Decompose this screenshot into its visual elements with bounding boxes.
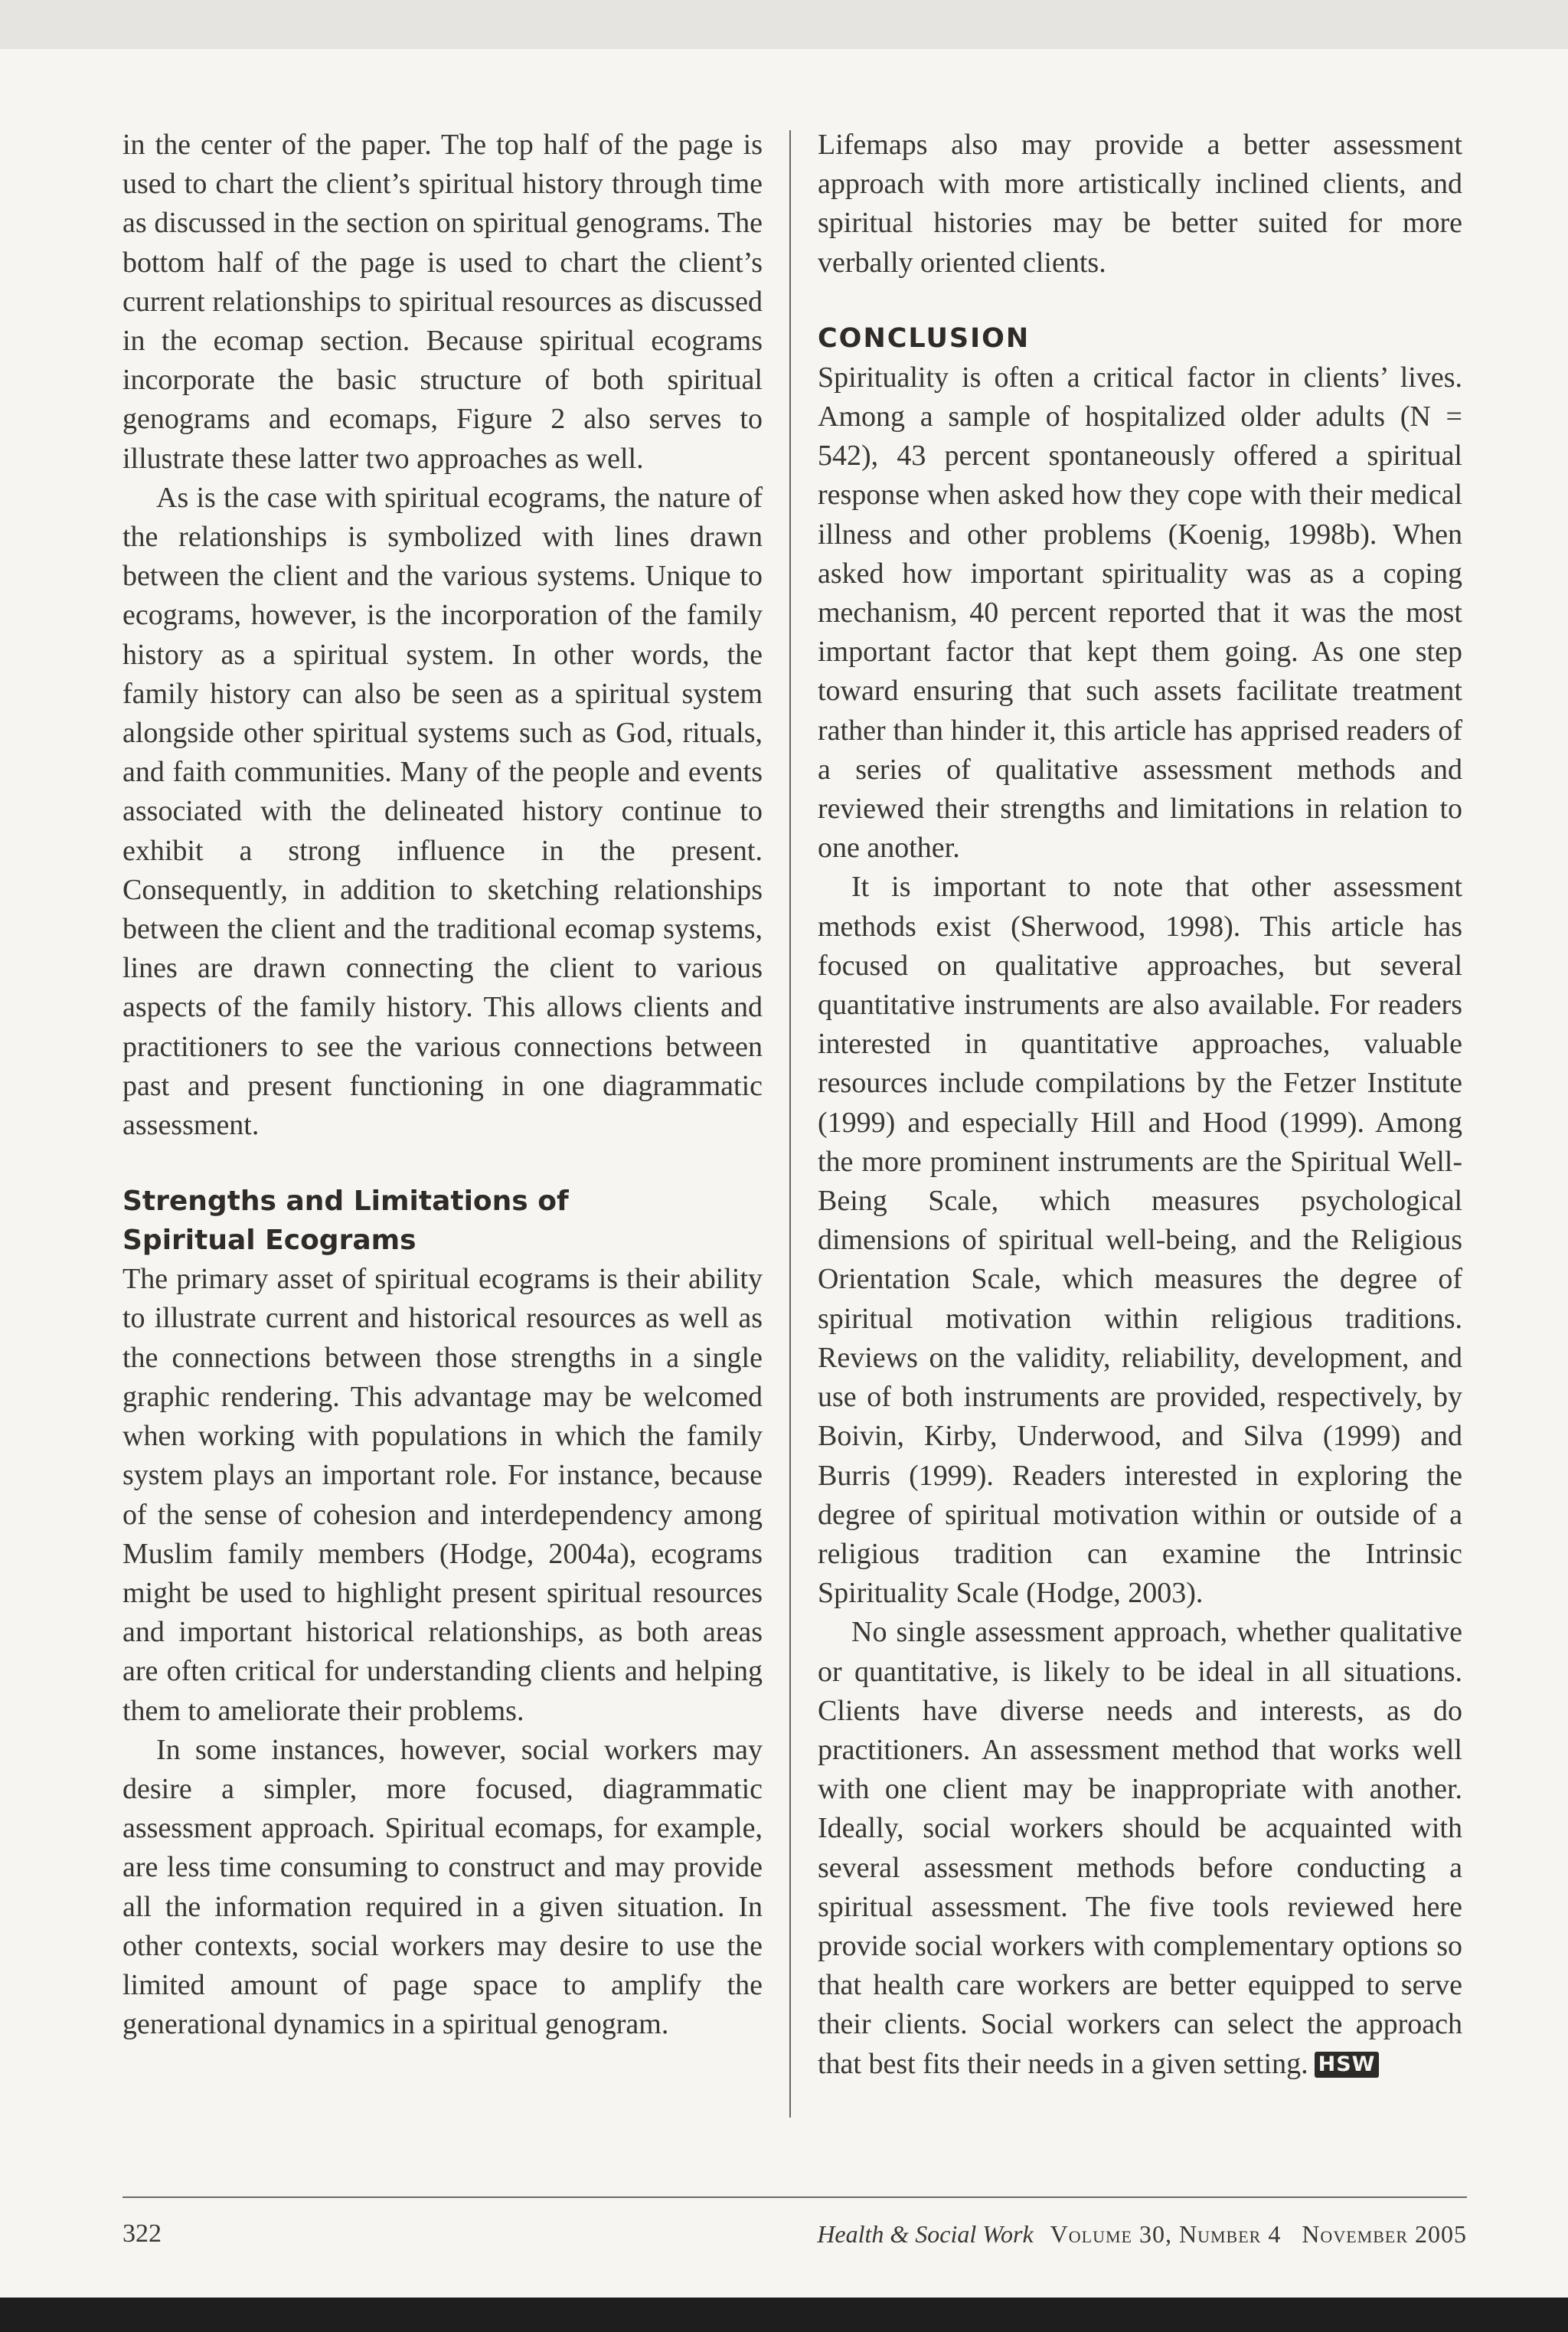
paragraph-ecogram-layout: in the center of the paper. The top half of the page is used to chart the client’s spiritual history through time as discussed in the section on spiritual genograms. The bottom half of the page is used to chart the client’s current relationships to spiritual resources as discussed in the ecomap section. Because spiritual ecograms incorporate the basic structure of both spiritual genograms and ecomaps, Figure 2 also serves to illustrate these latter two approaches as well.	[122, 129, 763, 475]
paragraph-spirituality-factor: Spirituality is often a critical factor in clients’ lives. Among a sample of hospitalized older adults (N = 542), 43 percent spontaneously offered a spiritual response when asked how they cope with their medical illness and other problems (Koenig, 1998b). When asked how important spirituality was as a coping mechanism, 40 percent reported that it was the most important factor that kept them going. As one step toward ensuring that such assets facilitate treatment rather than hinder it, this article has apprised readers of a series of qualitative assessment methods and reviewed their strengths and limitations in relation to one another.	[818, 361, 1462, 865]
paragraph-other-methods: It is important to note that other assessment methods exist (Sherwood, 1998). This article has focused on qualitative approaches, but several quantitative instruments are also available. For readers interested in quantitative approaches, valuable resources include compilations by the Fetzer Institute (1999) and especially Hill and Hood (1999). Among the more prominent instruments are the Spiritual Well-Being Scale, which measures psychological dimensions of spiritual well-being, and the Religious Orientation Scale, which measures the degree of spiritual motivation within religious traditions. Reviews on the validity, reliability, development, and use of both instruments are provided, respectively, by Boivin, Kirby, Underwood, and Silva (1999) and Burris (1999). Readers interested in exploring the degree of spiritual motivation within or outside of a religious tradition can examine the Intrinsic Spirituality Scale (Hodge, 2003).	[818, 871, 1462, 1610]
scan-bottom-edge	[0, 2298, 1568, 2332]
paragraph-no-single-approach	[818, 1613, 1462, 2083]
running-footer	[817, 2215, 1467, 2253]
right-column	[818, 126, 1462, 2084]
paragraph-relationships: As is the case with spiritual ecograms, the nature of the relationships is symbolized with lines drawn between the client and the various systems. Unique to ecograms, however, is the incorporation of the family history as a spiritual system. In other words, the family history can also be seen as a spiritual system alongside other spiritual systems such as God, rituals, and faith communities. Many of the people and events associated with the delineated history continue to exhibit a strong influence in the present. Consequently, in addition to sketching relationships between the client and the traditional ecomap systems, lines are drawn connecting the client to various aspects of the family history. This allows clients and practitioners to see the various connections between past and present functioning in one diagrammatic assessment.	[122, 481, 763, 1142]
hsw-end-mark: HSW	[1315, 2052, 1380, 2078]
left-column	[122, 126, 763, 2044]
footer-rule	[122, 2196, 1467, 2198]
paragraph-lifemaps: Lifemaps also may provide a better assessment approach with more artistically inclined clients, and spiritual histories may be better suited for more verbally oriented clients.	[818, 129, 1462, 279]
column-divider	[789, 130, 791, 2118]
heading-line-1: Strengths and Limitations of	[122, 1186, 569, 1218]
heading-line-2: Spiritual Ecograms	[122, 1225, 416, 1257]
scan-top-margin	[0, 0, 1568, 49]
journal-title: Health & Social Work	[817, 2220, 1034, 2248]
section-heading-conclusion: CONCLUSION	[818, 322, 1031, 354]
issue-info: Volume 30, Number 4 November 2005	[1050, 2220, 1467, 2248]
paragraph-simpler-approach: In some instances, however, social workers may desire a simpler, more focused, diagrammatic assessment approach. Spiritual ecomaps, for example, are less time consuming to construct and may provide all the information required in a given situation. In other contexts, social workers may desire to use the limited amount of page space to amplify the generational dynamics in a spiritual genogram.	[122, 1733, 763, 2041]
page-number: 322	[122, 2219, 162, 2248]
closing-text: No single assessment approach, whether qualitative or quantitative, is likely to be ideal in all situations. Clients have diverse needs and interests, as do practitioners. An assessment method that works well with one client may be inappropriate with another. Ideally, social workers should be acquainted with several assessment methods before conducting a spiritual assessment. The five tools reviewed here provide social workers with complementary options so that health care workers are better equipped to serve their clients. Social workers can select the approach that best fits their needs in a given setting.	[818, 1616, 1462, 2080]
paragraph-primary-asset: The primary asset of spiritual ecograms is their ability to illustrate current and historical resources as well as the connections between those strengths in a single graphic rendering. This advantage may be welcomed when working with populations in which the family system plays an important role. For instance, because of the sense of cohesion and interdependency among Muslim family members (Hodge, 2004a), ecograms might be used to highlight present spiritual resources and important historical relationships, as both areas are often critical for understanding clients and helping them to ameliorate their problems.	[122, 1263, 763, 1727]
section-heading-strengths-limitations	[122, 1182, 763, 1260]
